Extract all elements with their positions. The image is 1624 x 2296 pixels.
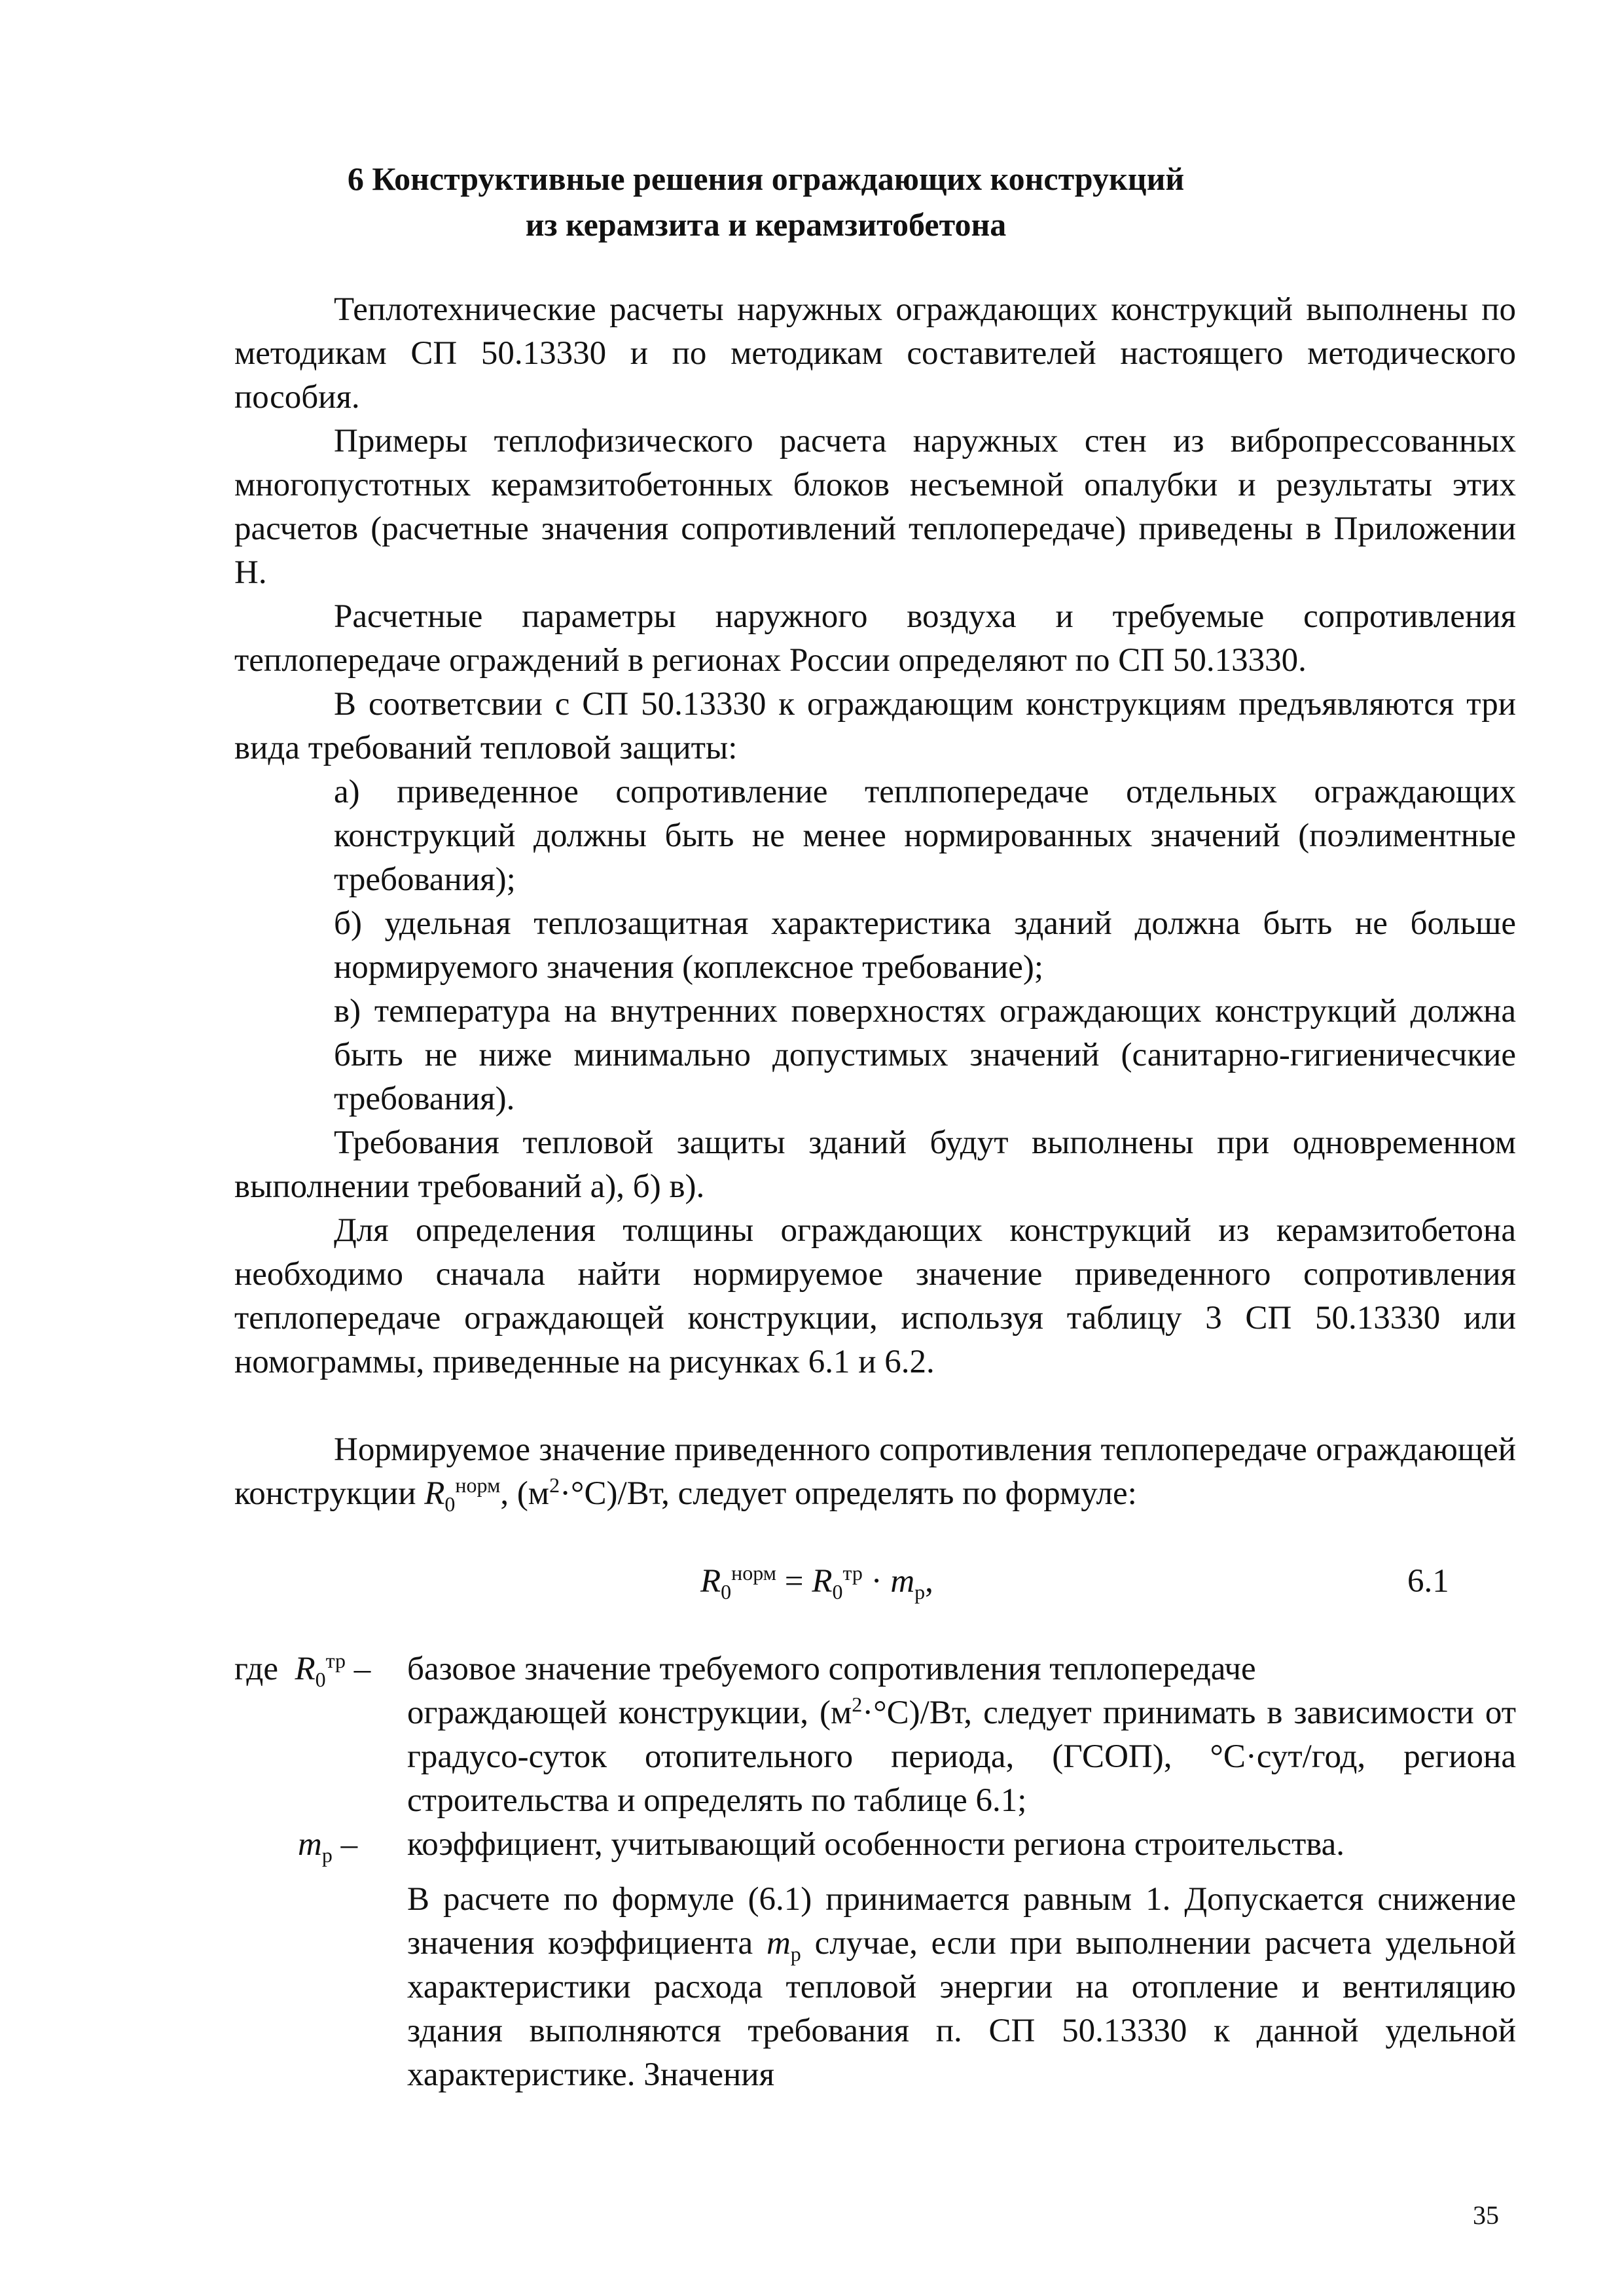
paragraph-7	[234, 1428, 1516, 1516]
definition-m-p-first: коэффициент, учитывающий особенности региона строительства.	[407, 1826, 1345, 1863]
formula-equals: =	[784, 1563, 804, 1600]
paragraph-7-text-c: ·°С)/Вт, следует определять по формуле:	[560, 1475, 1137, 1512]
where-symbol-m-p: $m_р$	[298, 1826, 333, 1867]
definition-r-tr-first: базовое значение требуемого сопротивления теплопередаче	[407, 1651, 1256, 1687]
definition-m-p-rest: В расчете по формуле (6.1) принимается равным 1. Допускается снижение значения коэффициента $m_р$ случае, если при выполнении расчета удельной характеристики расхода тепловой энергии на отопление и вентиляцию здания выполняются требования п. СП 50.13330 к данной удельной характеристике. Значения	[407, 1881, 1516, 2093]
equation-number: 6.1	[1407, 1563, 1449, 1600]
where-m-row	[298, 1823, 357, 1867]
paragraph-6: Для определения толщины ограждающих конструкций из керамзитобетона необходимо сначала найти нормируемое значение приведенного сопротивления теплопередаче ограждающей конструкции, используя таблицу 3 СП 50.13330 или номограммы, приведенные на рисунках 6.1 и 6.2.	[234, 1212, 1516, 1380]
definition-r-tr-rest: ограждающей конструкции, $(м^2\cdot^\circ С)/Вт$, следует принимать в зависимости от градусо-суток отопительного периода, (ГСОП), °С·сут/год, региона строительства и определять по таблице 6.1;	[407, 1693, 1516, 1819]
symbol-r-norm: $R_0^{норм}$	[424, 1473, 501, 1516]
paragraph-7-text-b: , (м	[500, 1475, 550, 1512]
section-title-line1: 6 Конструктивные решения ограждающих конструкций	[347, 160, 1185, 197]
list-item-a: а) приведенное сопротивление теплпопередаче отдельных ограждающих конструкций должны быть не менее нормированных значений (поэлиментные требования);	[334, 774, 1516, 898]
where-label-row	[234, 1647, 370, 1691]
formula-m-p: $m_р$	[890, 1563, 926, 1604]
where-label: где	[234, 1651, 278, 1687]
list-item-c: в) температура на внутренних поверхностях ограждающих конструкций должна быть не ниже минимально допустимых значений (санитарно-гигиеничесчкие требования).	[334, 993, 1516, 1117]
superscript-2: 2	[549, 1473, 560, 1497]
section-title-line2: из керамзита и керамзитобетона	[525, 206, 1007, 243]
formula-r-norm: $R_0^{норм}$	[700, 1561, 777, 1604]
paragraph-2: Примеры теплофизического расчета наружных стен из вибропрессованных многопустотных керамзитобетонных блоков несъемной опалубки и результаты этих расчетов (расчетные значения сопротивлений теплопередаче) приведены в Приложении Н.	[234, 423, 1516, 591]
formula-r-tr: $R_0^{тр}$	[812, 1561, 863, 1604]
list-item-b: б) удельная теплозащитная характеристика зданий должна быть не больше нормируемого значения (коплексное требование);	[334, 905, 1516, 986]
paragraph-4: В соответсвии с СП 50.13330 к ограждающим конструкциям предъявляются три вида требований тепловой защиты:	[234, 686, 1516, 766]
paragraph-1: Теплотехнические расчеты наружных ограждающих конструкций выполнены по методикам СП 50.13330 и по методикам составителей настоящего методического пособия.	[234, 291, 1516, 416]
formula-comma: ,	[925, 1563, 933, 1600]
section-title	[236, 156, 1296, 247]
where-symbol-r-tr: $R_0^{тр}$	[295, 1649, 346, 1692]
paragraph-5: Требования тепловой защиты зданий будут выполнены при одновременном выполнении требований а), б) в).	[234, 1124, 1516, 1205]
paragraph-7-text-a: ограждающей конструкции	[234, 1431, 1517, 1512]
formula-dot: ·	[871, 1563, 882, 1600]
paragraph-7-line1: Нормируемое значение приведенного сопротивления теплопередаче	[334, 1431, 1307, 1468]
where-dash-1: –	[353, 1651, 371, 1687]
formula-6-1	[700, 1560, 933, 1604]
paragraph-3: Расчетные параметры наружного воздуха и требуемые сопротивления теплопередаче ограждений в регионах России определяют по СП 50.13330.	[234, 598, 1516, 679]
page-number: 35	[1473, 2200, 1499, 2230]
where-dash-2: –	[340, 1826, 358, 1863]
